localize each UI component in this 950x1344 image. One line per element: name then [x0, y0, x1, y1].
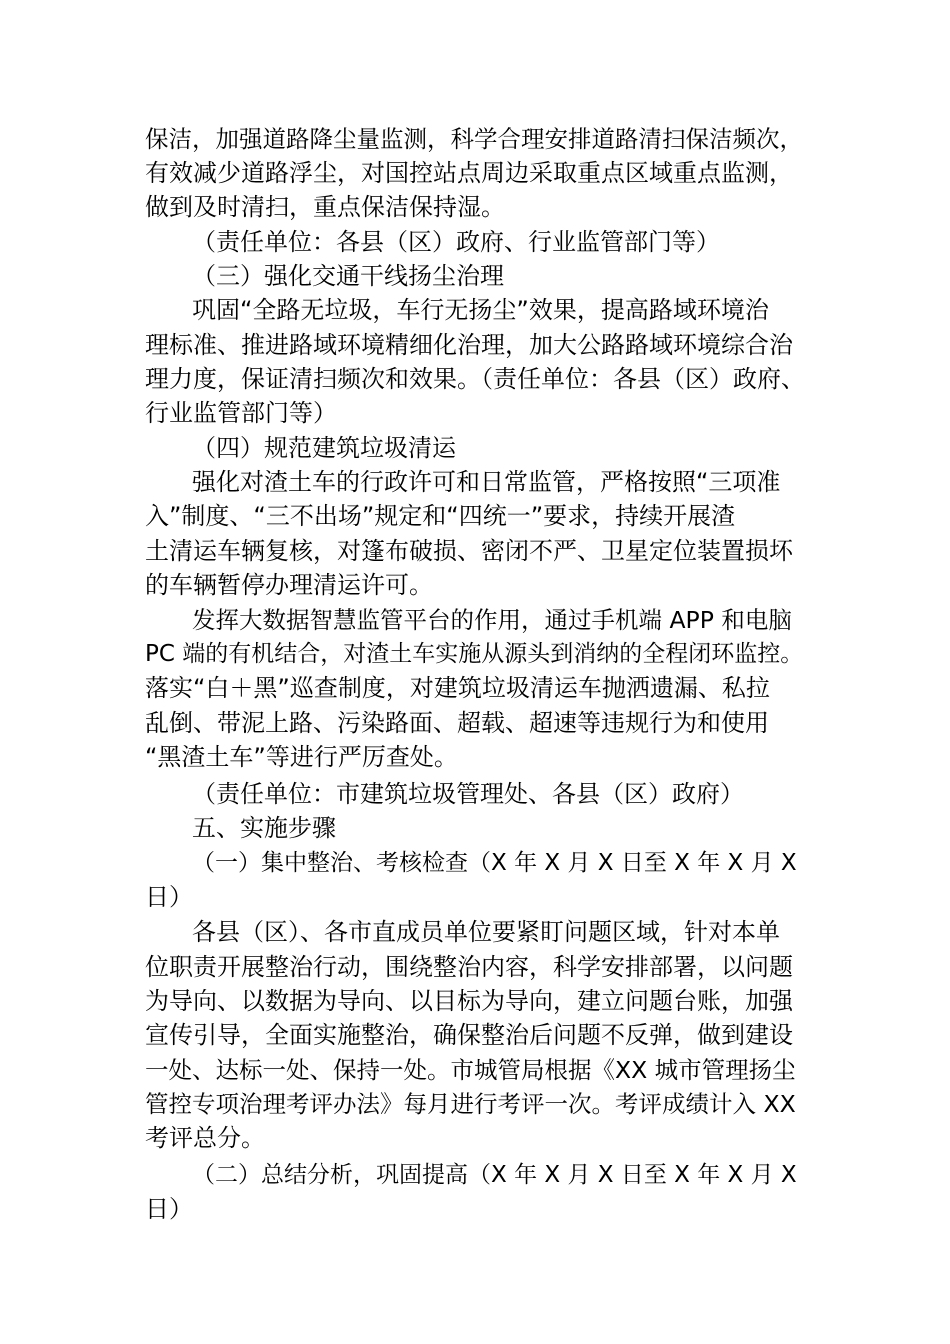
text-line-26: 为导向、以数据为导向、以目标为导向，建立问题台账，加强 [145, 987, 793, 1015]
text-line-11: 强化对渣土车的行政许可和日常监管，严格按照“三项准 [192, 468, 781, 496]
text-line-27: 宣传引导，全面实施整治，确保整治后问题不反弹，做到建设 [145, 1021, 793, 1049]
step-heading-1: （一）集中整治、考核检查（X 年 X 月 X 日至 X 年 X 月 X [192, 850, 797, 876]
text-line-30: 考评总分。 [145, 1124, 265, 1152]
text-line-8: 理力度，保证清扫频次和效果。（责任单位：各县（区）政府、 [145, 365, 805, 393]
section-heading-3: （三）强化交通干线扬尘治理 [192, 262, 504, 290]
text-line-9: 行业监管部门等） [145, 399, 337, 427]
text-line-17: 落实“白＋黑”巡查制度，对建筑垃圾清运车抛洒遗漏、私拉 [145, 674, 770, 702]
section-heading-4: （四）规范建筑垃圾清运 [192, 434, 456, 462]
text-line-32: 日） [145, 1195, 193, 1223]
text-line-19: “黑渣土车”等进行严厉查处。 [145, 743, 458, 771]
text-line-2: 有效减少道路浮尘，对国控站点周边采取重点区域重点监测， [145, 159, 793, 187]
text-line-18: 乱倒、带泥上路、污染路面、超载、超速等违规行为和使用 [145, 709, 769, 737]
step-heading-2: （二）总结分析，巩固提高（X 年 X 月 X 日至 X 年 X 月 X [192, 1162, 797, 1188]
text-line-28: 一处、达标一处、保持一处。市城管局根据《XX 城市管理扬尘 [145, 1056, 796, 1084]
section-heading-5: 五、实施步骤 [192, 814, 336, 842]
text-line-6: 巩固“全路无垃圾，车行无扬尘”效果，提高路域环境治 [192, 296, 769, 324]
text-line-13: 土清运车辆复核，对篷布破损、密闭不严、卫星定位装置损坏 [145, 537, 793, 565]
text-line-15: 发挥大数据智慧监管平台的作用，通过手机端 APP 和电脑 [192, 606, 792, 634]
text-line-16: PC 端的有机结合，对渣土车实施从源头到消纳的全程闭环监控。 [145, 641, 804, 667]
text-line-25: 位职责开展整治行动，围绕整治内容，科学安排部署，以问题 [145, 953, 793, 981]
text-line-23: 日） [145, 883, 193, 911]
text-line-20: （责任单位：市建筑垃圾管理处、各县（区）政府） [192, 780, 744, 808]
text-line-7: 理标准、推进路域环境精细化治理，加大公路路域环境综合治 [145, 331, 793, 359]
text-line-14: 的车辆暂停办理清运许可。 [145, 571, 433, 599]
text-line-12: 入”制度、“三不出场”规定和“四统一”要求，持续开展渣 [145, 502, 736, 530]
text-line-4: （责任单位：各县（区）政府、行业监管部门等） [192, 228, 720, 256]
text-line-24: 各县（区）、各市直成员单位要紧盯问题区域，针对本单 [192, 918, 780, 946]
text-line-1: 保洁，加强道路降尘量监测，科学合理安排道路清扫保洁频次， [145, 125, 803, 153]
text-line-3: 做到及时清扫，重点保洁保持湿。 [145, 193, 505, 221]
text-line-29: 管控专项治理考评办法》每月进行考评一次。考评成绩计入 XX [145, 1090, 796, 1118]
